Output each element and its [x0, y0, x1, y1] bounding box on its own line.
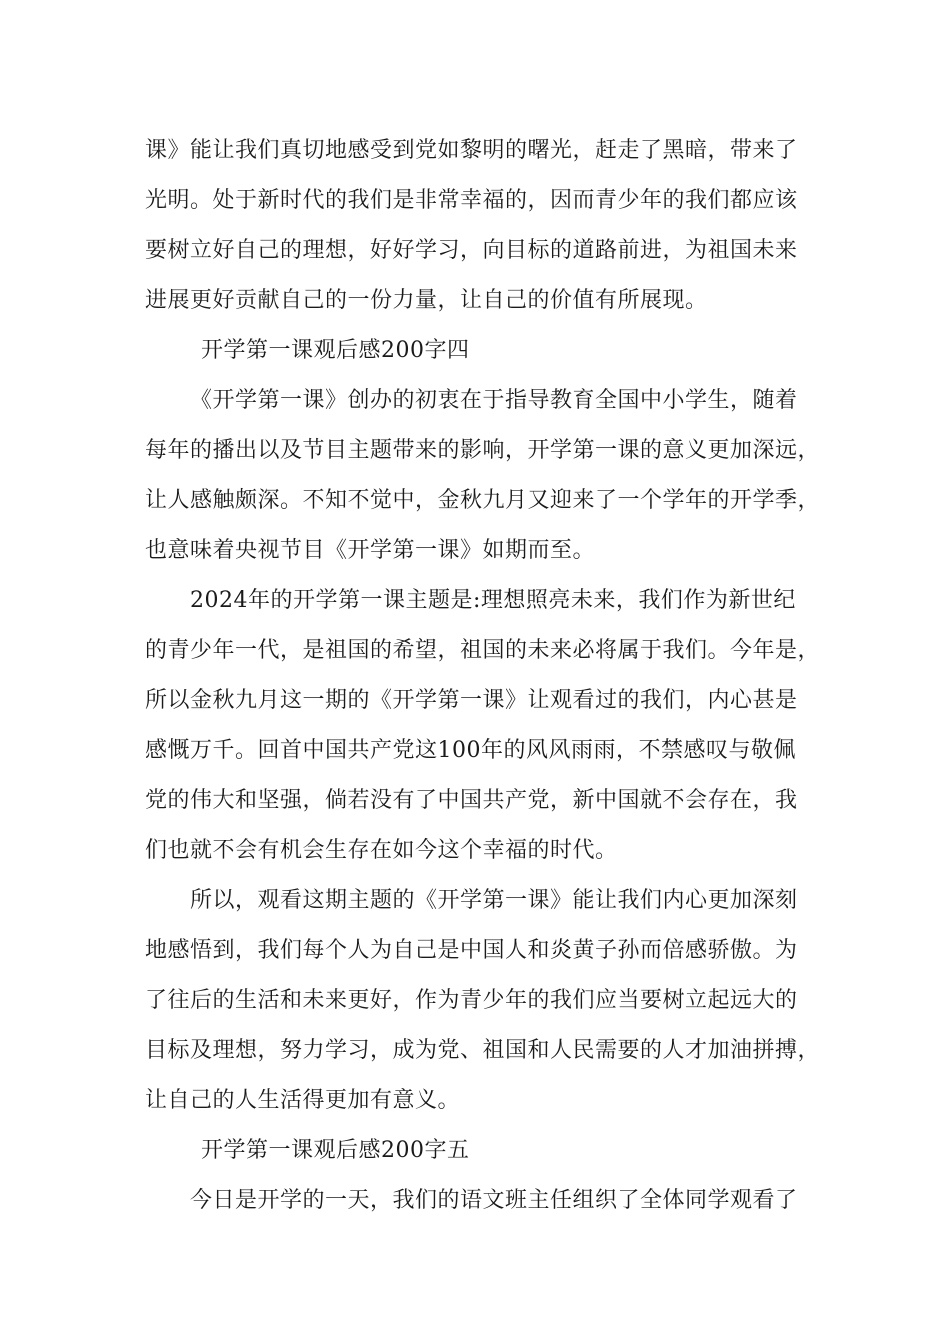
paragraph-line: 进展更好贡献自己的一份力量，让自己的价值有所展现。	[145, 288, 708, 313]
paragraph-line: 了往后的生活和未来更好，作为青少年的我们应当要树立起远大的	[145, 988, 798, 1013]
paragraph-line: 2024年的开学第一课主题是:理想照亮未来，我们作为新世纪	[190, 588, 796, 613]
section-heading: 开学第一课观后感200字五	[201, 1138, 470, 1163]
section-heading: 开学第一课观后感200字四	[201, 338, 470, 363]
paragraph-line: 《开学第一课》创办的初衷在于指导教育全国中小学生，随着	[190, 388, 798, 413]
paragraph-line: 们也就不会有机会生存在如今这个幸福的时代。	[145, 838, 618, 863]
paragraph-line: 每年的播出以及节目主题带来的影响，开学第一课的意义更加深远，	[145, 438, 821, 463]
paragraph-line: 的青少年一代，是祖国的希望，祖国的未来必将属于我们。今年是，	[145, 638, 821, 663]
paragraph-line: 感慨万千。回首中国共产党这100年的风风雨雨，不禁感叹与敬佩	[145, 738, 796, 763]
paragraph-line: 党的伟大和坚强，倘若没有了中国共产党，新中国就不会存在，我	[145, 788, 798, 813]
paragraph-line: 今日是开学的一天，我们的语文班主任组织了全体同学观看了	[190, 1188, 798, 1213]
paragraph-line: 光明。处于新时代的我们是非常幸福的，因而青少年的我们都应该	[145, 188, 798, 213]
paragraph-line: 地感悟到，我们每个人为自己是中国人和炎黄子孙而倍感骄傲。为	[145, 938, 798, 963]
paragraph-line: 所以，观看这期主题的《开学第一课》能让我们内心更加深刻	[190, 888, 798, 913]
paragraph-line: 让人感触颇深。不知不觉中，金秋九月又迎来了一个学年的开学季，	[145, 488, 821, 513]
paragraph-line: 让自己的人生活得更加有意义。	[145, 1088, 461, 1113]
paragraph-line: 课》能让我们真切地感受到党如黎明的曙光，赶走了黑暗，带来了	[145, 138, 798, 163]
paragraph-line: 所以金秋九月这一期的《开学第一课》让观看过的我们，内心甚是	[145, 688, 798, 713]
paragraph-line: 要树立好自己的理想，好好学习，向目标的道路前进，为祖国未来	[145, 238, 798, 263]
paragraph-line: 也意味着央视节目《开学第一课》如期而至。	[145, 538, 596, 563]
paragraph-line: 目标及理想，努力学习，成为党、祖国和人民需要的人才加油拼搏，	[145, 1038, 821, 1063]
